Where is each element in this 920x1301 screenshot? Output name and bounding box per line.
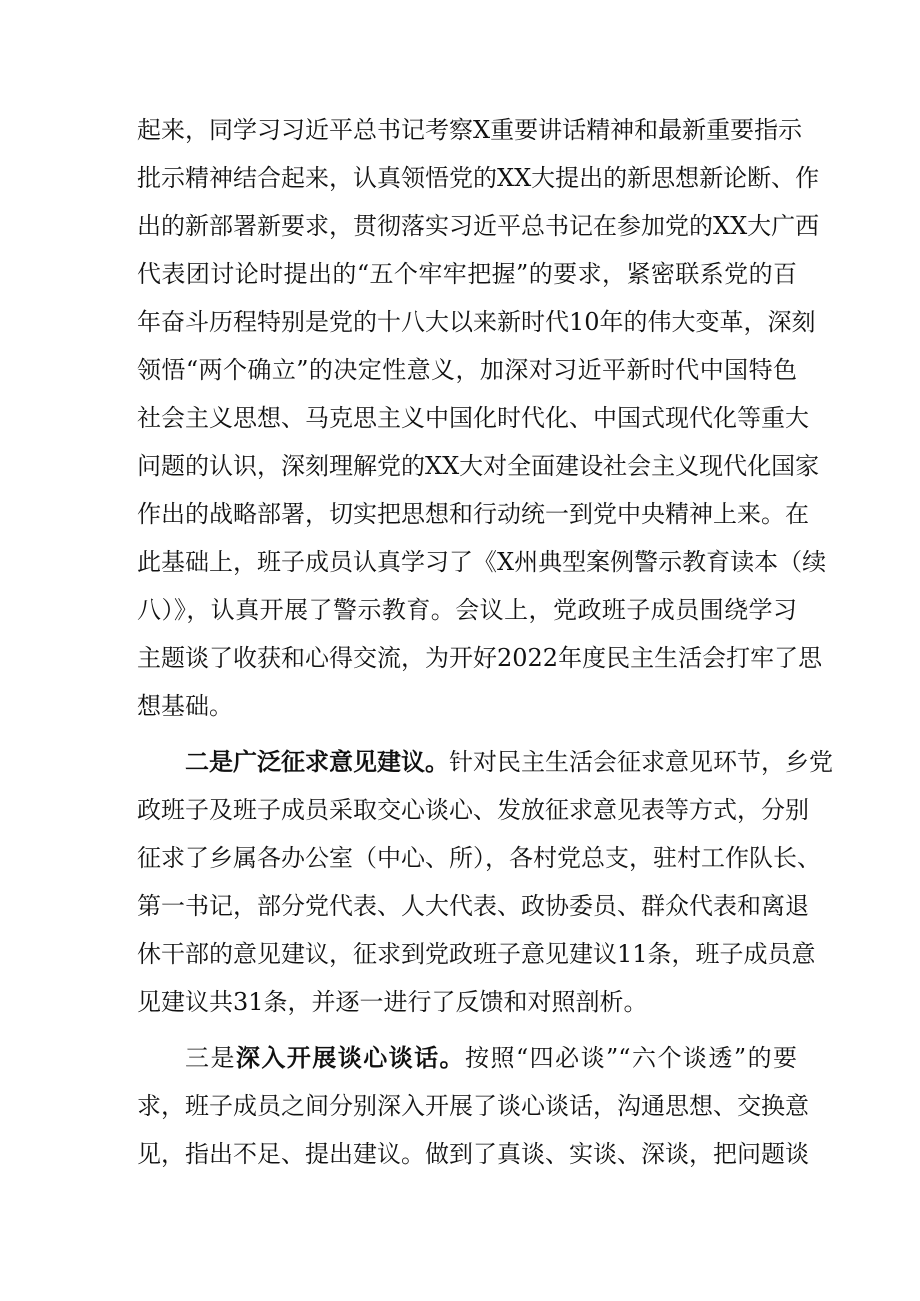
paragraph-line: 批示精神结合起来，认真领悟党的XX大提出的新思想新论断、作 bbox=[137, 164, 820, 192]
paragraph-line: 八）》，认真开展了警示教育。会议上，党政班子成员围绕学习 bbox=[137, 596, 797, 624]
paragraph-line: 年奋斗历程特别是党的十八大以来新时代10年的伟大变革，深刻 bbox=[137, 308, 816, 336]
paragraph-line: 征求了乡属各办公室（中心、所），各村党总支，驻村工作队长、 bbox=[137, 844, 821, 872]
paragraph-prefix: 三是 bbox=[185, 1044, 236, 1072]
paragraph-line: 此基础上，班子成员认真学习了《X州典型案例警示教育读本（续 bbox=[137, 548, 827, 576]
paragraph-line: 问题的认识，深刻理解党的XX大对全面建设社会主义现代化国家 bbox=[137, 452, 820, 480]
paragraph-text: 针对民主生活会征求意见环节，乡党 bbox=[449, 748, 833, 776]
paragraph-line: 主题谈了收获和心得交流，为开好2022年度民主生活会打牢了思 bbox=[137, 644, 823, 672]
paragraph-line: 想基础。 bbox=[137, 692, 233, 720]
paragraph-line: 休干部的意见建议，征求到党政班子意见建议11条，班子成员意 bbox=[137, 940, 816, 968]
paragraph-line: 社会主义思想、马克思主义中国化时代化、中国式现代化等重大 bbox=[137, 404, 809, 432]
paragraph-line: 作出的战略部署，切实把思想和行动统一到党中央精神上来。在 bbox=[137, 500, 809, 528]
paragraph-line: 第一书记，部分党代表、人大代表、政协委员、群众代表和离退 bbox=[137, 892, 809, 920]
section-heading: 深入开展谈心谈话。 bbox=[235, 1043, 466, 1072]
paragraph-line: 出的新部署新要求，贯彻落实习近平总书记在参加党的XX大广西 bbox=[137, 212, 820, 240]
paragraph-text: 按照“四必谈”“六个谈透”的要 bbox=[465, 1044, 798, 1072]
paragraph-first-line bbox=[185, 1041, 797, 1075]
paragraph-line: 起来，同学习习近平总书记考察X重要讲话精神和最新重要指示 bbox=[137, 116, 803, 144]
paragraph-line: 领悟“两个确立”的决定性意义，加深对习近平新时代中国特色 bbox=[137, 356, 797, 384]
paragraph-line: 见建议共31条，并逐一进行了反馈和对照剖析。 bbox=[137, 988, 648, 1016]
paragraph-line: 政班子及班子成员采取交心谈心、发放征求意见表等方式，分别 bbox=[137, 796, 809, 824]
paragraph-line: 求，班子成员之间分别深入开展了谈心谈话，沟通思想、交换意 bbox=[137, 1092, 809, 1120]
paragraph-line: 代表团讨论时提出的“五个牢牢把握”的要求，紧密联系党的百 bbox=[137, 260, 797, 288]
section-heading: 二是广泛征求意见建议。 bbox=[185, 747, 449, 776]
paragraph-first-line bbox=[185, 745, 833, 779]
paragraph-line: 见，指出不足、提出建议。做到了真谈、实谈、深谈，把问题谈 bbox=[137, 1140, 809, 1168]
